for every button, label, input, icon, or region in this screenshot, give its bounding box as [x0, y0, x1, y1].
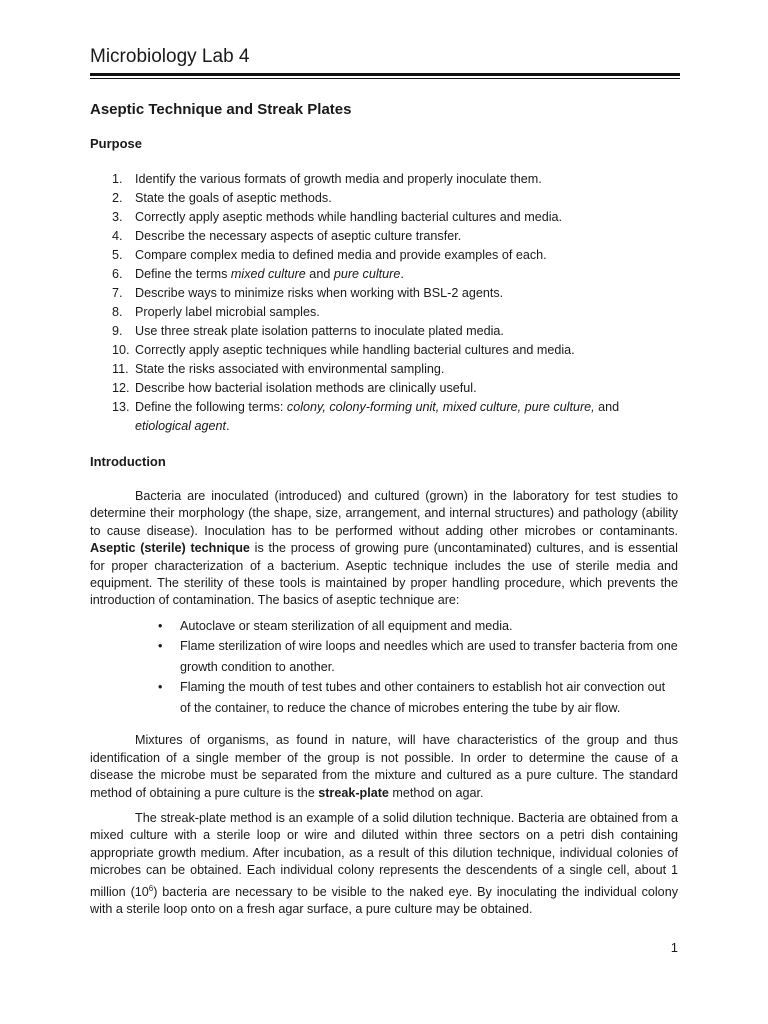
header-rule-thin [90, 78, 680, 79]
document-body [90, 100, 678, 919]
list-item: 4. Describe the necessary aspects of aseptic culture transfer. [112, 229, 462, 243]
header-rule-thick [90, 73, 680, 76]
aseptic-basics-list [90, 616, 678, 719]
list-item: 13. Define the following terms: colony, colony-forming unit, mixed culture, pure culture, and etiological agent. [112, 400, 620, 433]
page-number: 1 [670, 940, 678, 955]
list-item: 1. Identify the various formats of growth media and properly inoculate them. [112, 172, 542, 186]
list-item: 12. Describe how bacterial isolation methods are clinically useful. [112, 381, 477, 395]
list-item: 2. State the goals of aseptic methods. [112, 191, 332, 205]
list-item: • Autoclave or steam sterilization of all equipment and media. [90, 616, 678, 637]
intro-paragraph-3: The streak-plate method is an example of a solid dilution technique. Bacteria are obtained from a mixed culture with a sterile loop or wire and diluted within three sectors on a petri dish containing appropriate growth medium. After incubation, as a result of this dilution technique, individual colonies of microbes can be obtained. Each individual colony represents the descendents of a single cell, about 1 million $(10^6)$ bacteria are necessary to be visible to the naked eye. By inoculating the individual colony with a sterile loop onto on a fresh agar surface, a pure culture may be obtained. [90, 810, 678, 917]
list-item: • Flame sterilization of wire loops and needles which are used to transfer bacteria from one growth condition to another. [90, 636, 678, 677]
running-header: Microbiology Lab 4 [90, 46, 250, 67]
list-item: 6. Define the terms mixed culture and pure culture. [112, 267, 404, 281]
list-item: 3. Correctly apply aseptic methods while handling bacterial cultures and media. [112, 210, 563, 224]
purpose-list [90, 170, 678, 436]
list-item: 7. Describe ways to minimize risks when working with BSL-2 agents. [112, 286, 504, 300]
intro-paragraph-1: Bacteria are inoculated (introduced) and cultured (grown) in the laboratory for test studies to determine their morphology (the shape, size, arrangement, and internal structures) and pathology (ability to cause disease). Inoculation has to be performed without adding other microbes or contaminants. Aseptic (sterile) technique is the process of growing pure (uncontaminated) cultures, and is essential for proper characterization of a bacterium. Aseptic technique includes the use of sterile media and equipment. The sterility of these tools is maintained by proper handling procedure, which prevents the introduction of contamination. The basics of aseptic technique are: [90, 489, 678, 608]
document-title: Aseptic Technique and Streak Plates [90, 101, 352, 118]
list-item: 10. Correctly apply aseptic techniques while handling bacterial cultures and media. [112, 343, 575, 357]
purpose-heading: Purpose [90, 136, 143, 151]
intro-paragraph-2: Mixtures of organisms, as found in nature, will have characteristics of the group and thus identification of a single member of the group is not possible. In order to determine the cause of a disease the microbe must be separated from the mixture and cultured as a pure culture. The standard method of obtaining a pure culture is the streak-plate method on agar. [90, 733, 678, 800]
introduction-heading: Introduction [90, 454, 166, 469]
list-item: 11. State the risks associated with environmental sampling. [112, 362, 445, 376]
list-item: 9. Use three streak plate isolation patterns to inoculate plated media. [112, 324, 504, 338]
list-item: 8. Properly label microbial samples. [112, 305, 320, 319]
list-item: • Flaming the mouth of test tubes and other containers to establish hot air convection out of the container, to reduce the chance of microbes entering the tube by air flow. [90, 677, 678, 718]
list-item: 5. Compare complex media to defined media and provide examples of each. [112, 248, 547, 262]
